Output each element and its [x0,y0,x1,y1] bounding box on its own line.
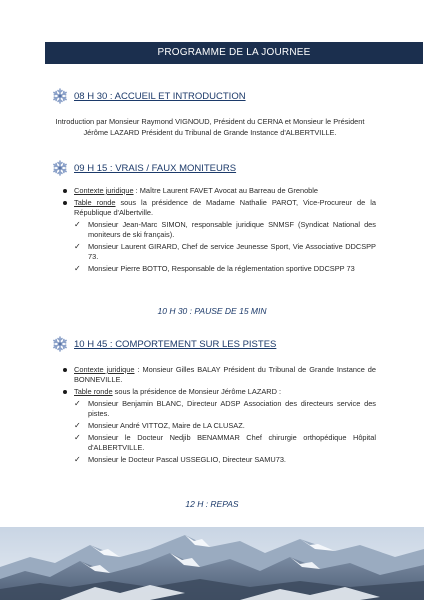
participant-item: ✓ Monsieur André VITTOZ, Maire de LA CLUSAZ. [60,421,376,431]
table-ronde-label: Table ronde [74,198,116,207]
section-body-moniteurs [60,186,376,276]
section-heading-pistes [52,336,276,352]
participant-item: ✓ Monsieur Pierre BOTTO, Responsable de la réglementation sportive DDCSPP 73 [60,264,376,274]
participant-item: ✓ Monsieur le Docteur Pascal USSEGLIO, Directeur SAMU73. [60,455,376,465]
lunch-label: 12 H : REPAS [185,499,239,509]
snowflake-icon [52,88,68,104]
table-ronde-text: sous la présidence de Madame Nathalie PAROT, Vice-Procureur de la République d'Albertville. [74,198,376,217]
contexte-label: Contexte juridique [74,365,135,374]
participant-item: ✓ Monsieur le Docteur Nedjib BENAMMAR Chef chirurgie orthopédique Hôpital d'ALBERTVILLE. [60,433,376,453]
list-item [60,186,376,196]
section-title: 08 H 30 : ACCUEIL ET INTRODUCTION [74,90,246,102]
list-item [60,365,376,385]
section-heading-accueil [52,88,246,104]
section-title: 09 H 15 : VRAIS / FAUX MONITEURS [74,162,237,174]
participant-item: ✓ Monsieur Jean-Marc SIMON, responsable juridique SNMSF (Syndicat National des moniteurs de ski français). [60,220,376,240]
section-title: 10 H 45 : COMPORTEMENT SUR LES PISTES [74,338,277,350]
mountain-landscape-image [0,527,424,600]
participant-item: ✓ Monsieur Laurent GIRARD, Chef de service Jeunesse Sport, Vie Associative DDCSPP 73. [60,242,376,262]
snowflake-icon [52,160,68,176]
table-ronde-label: Table ronde [74,387,113,396]
pause-label: 10 H 30 : PAUSE DE 15 MIN [157,306,267,316]
section-heading-moniteurs [52,160,236,176]
contexte-text: : Monsieur Gilles BALAY Président du Tribunal de Grande Instance de BONNEVILLE. [74,365,376,384]
program-title: PROGRAMME DE LA JOURNEE [157,47,311,58]
contexte-text: : Maître Laurent FAVET Avocat au Barreau de Grenoble [133,186,319,195]
snowflake-icon [52,336,68,352]
list-item [60,198,376,218]
participant-item: ✓ Monsieur Benjamin BLANC, Directeur ADSP Association des directeurs service des pistes. [60,399,376,419]
section-body-pistes [60,365,376,467]
contexte-label: Contexte juridique [74,186,134,195]
table-ronde-text: sous la présidence de Monsieur Jérôme LAZARD : [112,387,282,396]
introduction-paragraph: Introduction par Monsieur Raymond VIGNOUD, Président du CERNA et Monsieur le Président Jérôme LAZARD Président du Tribunal de Grande Instance d'ALBERTVILLE. [55,117,365,137]
program-title-banner [45,42,423,64]
list-item [60,387,376,397]
